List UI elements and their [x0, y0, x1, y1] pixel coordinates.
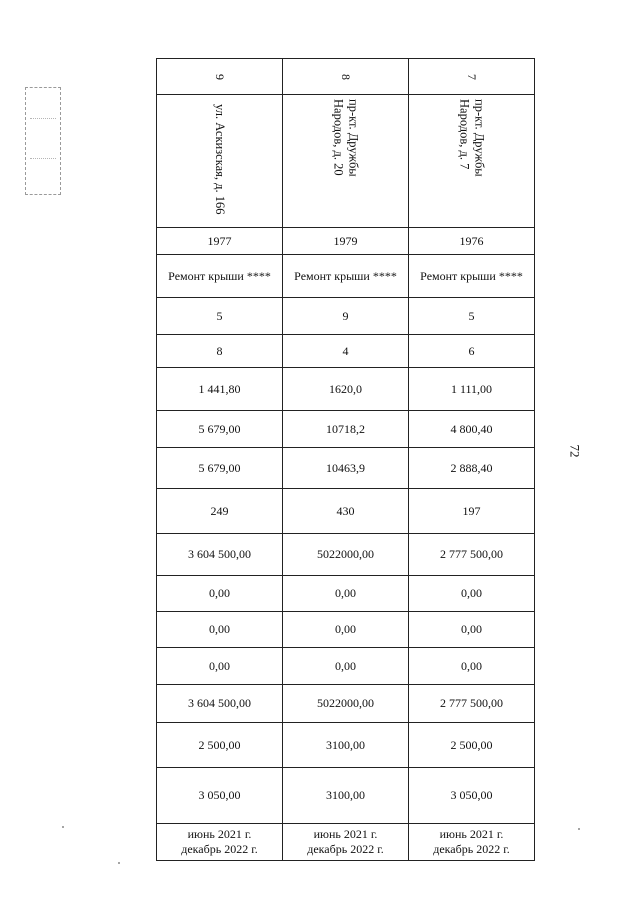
- scan-speck: [118, 862, 120, 864]
- address-text: ул. Аскизская, д. 166: [213, 103, 227, 215]
- year-cell: 1976: [409, 228, 535, 255]
- value-cell: 0,00: [283, 612, 409, 648]
- housing-repair-table: [156, 58, 535, 861]
- value-cell: 5: [157, 298, 283, 335]
- work-type-cell: Ремонт крыши ****: [283, 255, 409, 298]
- value-cell: 249: [157, 489, 283, 534]
- work-type-cell: Ремонт крыши ****: [409, 255, 535, 298]
- value-cell: 4 800,40: [409, 411, 535, 448]
- table-row: [157, 335, 535, 368]
- scan-speck: [578, 828, 580, 830]
- value-cell: 5022000,00: [283, 534, 409, 576]
- value-cell: 0,00: [409, 576, 535, 612]
- value-cell: 4: [283, 335, 409, 368]
- period-cell: [157, 824, 283, 861]
- table-row: [157, 489, 535, 534]
- address-cell: [409, 95, 535, 228]
- value-cell: 0,00: [283, 576, 409, 612]
- table-row: [157, 411, 535, 448]
- value-cell: 430: [283, 489, 409, 534]
- value-cell: 2 500,00: [157, 723, 283, 768]
- table-row: [157, 685, 535, 723]
- value-cell: 9: [283, 298, 409, 335]
- table-row: [157, 298, 535, 335]
- value-cell: 3 604 500,00: [157, 685, 283, 723]
- address-text: пр-кт. Дружбы Народов, д. 7: [457, 99, 487, 177]
- work-type-cell: Ремонт крыши ****: [157, 255, 283, 298]
- value-cell: 1 111,00: [409, 368, 535, 411]
- approval-stamp: [25, 87, 61, 195]
- period-start: июнь 2021 г.: [439, 827, 504, 841]
- value-cell: 1 441,80: [157, 368, 283, 411]
- column-index-cell: [157, 59, 283, 95]
- value-cell: 1620,0: [283, 368, 409, 411]
- period-start: июнь 2021 г.: [313, 827, 378, 841]
- table-row: [157, 534, 535, 576]
- value-cell: 5022000,00: [283, 685, 409, 723]
- table-row: [157, 612, 535, 648]
- address-text: пр-кт. Дружбы Народов, д. 20: [331, 99, 361, 177]
- year-cell: 1979: [283, 228, 409, 255]
- value-cell: 5 679,00: [157, 448, 283, 489]
- period-cell: [283, 824, 409, 861]
- period-end: декабрь 2022 г.: [307, 842, 384, 856]
- period-start: июнь 2021 г.: [187, 827, 252, 841]
- table-row: [157, 723, 535, 768]
- page-number: 72: [567, 444, 583, 458]
- value-cell: 2 500,00: [409, 723, 535, 768]
- table-row: [157, 448, 535, 489]
- scan-speck: [62, 826, 64, 828]
- table-row-index: [157, 59, 535, 95]
- year-cell: 1977: [157, 228, 283, 255]
- value-cell: 10463,9: [283, 448, 409, 489]
- value-cell: 0,00: [409, 648, 535, 685]
- table-row: [157, 576, 535, 612]
- value-cell: 5: [409, 298, 535, 335]
- value-cell: 2 888,40: [409, 448, 535, 489]
- value-cell: 6: [409, 335, 535, 368]
- value-cell: 0,00: [157, 612, 283, 648]
- value-cell: 0,00: [283, 648, 409, 685]
- column-index: 8: [339, 74, 353, 80]
- period-end: декабрь 2022 г.: [181, 842, 258, 856]
- column-index: 7: [465, 74, 479, 80]
- value-cell: 0,00: [157, 648, 283, 685]
- table-row: [157, 768, 535, 824]
- address-cell: [157, 95, 283, 228]
- value-cell: 8: [157, 335, 283, 368]
- period-end: декабрь 2022 г.: [433, 842, 510, 856]
- table-row-period: [157, 824, 535, 861]
- column-index: 9: [213, 74, 227, 80]
- value-cell: 3 050,00: [409, 768, 535, 824]
- value-cell: 0,00: [409, 612, 535, 648]
- table-row-address: [157, 95, 535, 228]
- value-cell: 2 777 500,00: [409, 534, 535, 576]
- value-cell: 0,00: [157, 576, 283, 612]
- table-row-work-type: [157, 255, 535, 298]
- period-cell: [409, 824, 535, 861]
- column-index-cell: [409, 59, 535, 95]
- table-row-year: [157, 228, 535, 255]
- value-cell: 3100,00: [283, 768, 409, 824]
- column-index-cell: [283, 59, 409, 95]
- value-cell: 10718,2: [283, 411, 409, 448]
- value-cell: 3 604 500,00: [157, 534, 283, 576]
- table-row: [157, 368, 535, 411]
- address-cell: [283, 95, 409, 228]
- value-cell: 3 050,00: [157, 768, 283, 824]
- value-cell: 197: [409, 489, 535, 534]
- table-row: [157, 648, 535, 685]
- value-cell: 5 679,00: [157, 411, 283, 448]
- value-cell: 3100,00: [283, 723, 409, 768]
- value-cell: 2 777 500,00: [409, 685, 535, 723]
